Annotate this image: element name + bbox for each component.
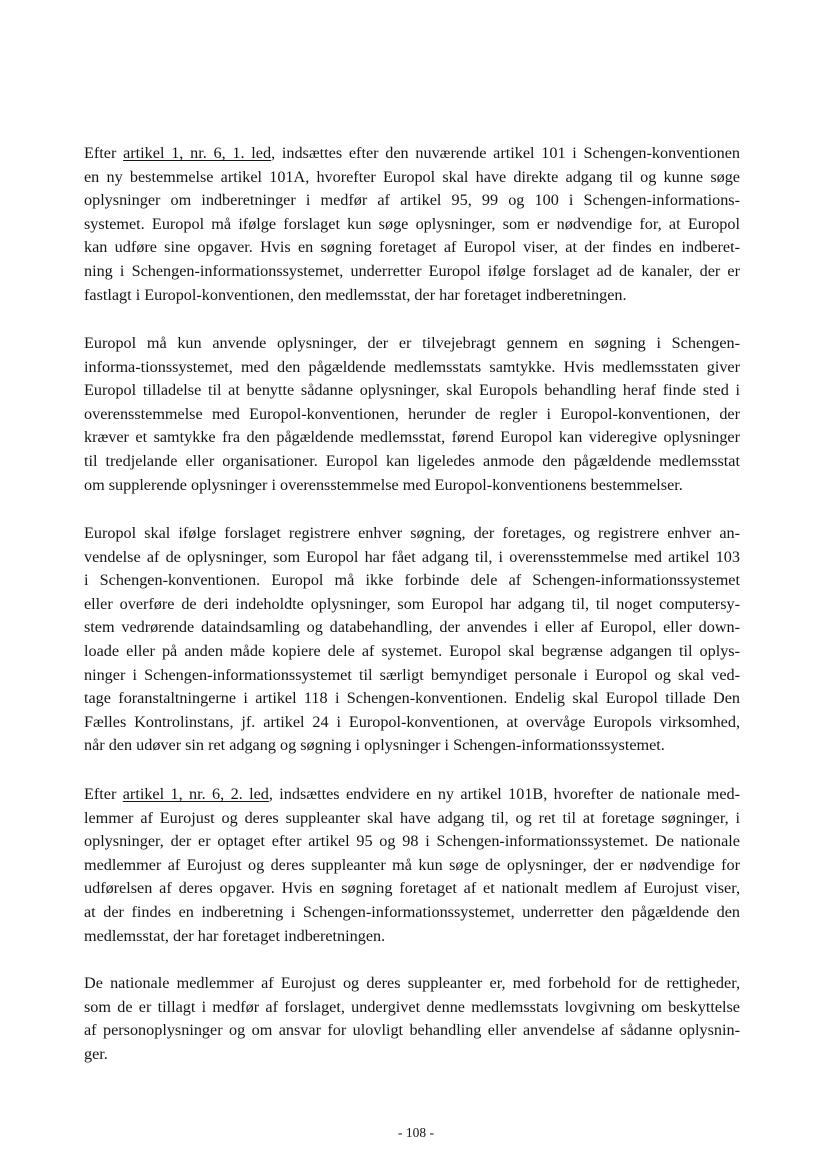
text-segment: , indsættes efter den nuværende artikel 101 i Schengen-konventionen — [271, 144, 740, 162]
text-line — [84, 972, 740, 996]
text-line — [84, 546, 740, 570]
text-line — [84, 522, 740, 546]
text-segment: udførelsen af deres opgaver. Hvis en søgning foretaget af et nationalt medlem af Eurojust viser, — [84, 879, 740, 898]
text-segment: ning i Schengen-informationssystemet, underretter Europol ifølge forslaget ad de kanaler, der er — [84, 261, 740, 280]
text-segment: Europol tilladelse til at benytte sådanne oplysninger, skal Europols behandling heraf finde sted i — [84, 381, 740, 400]
text-segment: at der findes en indberetning i Schengen-informationssystemet, underretter den pågældende den — [84, 902, 740, 921]
paragraph-text — [84, 783, 740, 948]
text-segment: medlemsstat, der har foretaget indberetningen. — [84, 926, 386, 945]
underlined-reference: artikel 1, nr. 6, 1. led — [123, 144, 272, 162]
text-segment: af personoplysninger og om ansvar for ulovligt behandling eller anvendelse af sådanne oplysnin- — [84, 1021, 740, 1040]
text-line — [84, 474, 740, 498]
page-number: - 108 - — [398, 1125, 434, 1140]
paragraph-text — [84, 142, 740, 307]
text-segment: når den udøver sin ret adgang og søgning i oplysninger i Schengen-informationssystemet. — [84, 736, 665, 755]
text-segment: Fælles Kontrolinstans, jf. artikel 24 i Europol-konventionen, at overvåge Europols virksomhed, — [84, 712, 740, 731]
text-segment: loade eller på anden måde kopiere dele af systemet. Europol skal begrænse adgangen til oplys- — [84, 641, 740, 660]
text-segment: ger. — [84, 1044, 108, 1063]
text-segment: medlemmer af Eurojust og deres suppleanter må kun søge de oplysninger, der er nødvendige for — [84, 855, 740, 874]
text-line — [84, 664, 740, 688]
text-line — [84, 236, 740, 260]
text-segment: ninger i Schengen-informationssystemet til særligt bemyndiget personale i Europol og skal ved- — [84, 665, 740, 684]
text-segment: en ny bestemmelse artikel 101A, hvorefter Europol skal have direkte adgang til og kunne søge — [84, 167, 740, 186]
text-segment: De nationale medlemmer af Eurojust og deres suppleanter er, med forbehold for de rettigheder, — [84, 974, 740, 992]
text-line — [84, 213, 740, 237]
paragraph-text — [84, 332, 740, 497]
text-segment: fastlagt i Europol-konventionen, den medlemsstat, der har foretaget indberetningen. — [84, 285, 627, 304]
paragraph-4 — [84, 783, 740, 948]
text-line — [84, 996, 740, 1020]
text-line — [84, 687, 740, 711]
underlined-reference: artikel 1, nr. 6, 2. led — [122, 785, 269, 803]
text-segment: Efter — [84, 785, 123, 803]
text-line — [84, 593, 740, 617]
text-segment: eller overføre de deri indeholdte oplysninger, som Europol har adgang til, til noget computersy- — [84, 594, 740, 613]
text-line — [84, 1043, 740, 1067]
text-line — [84, 877, 740, 901]
text-segment: kræver et samtykke fra den pågældende medlemsstat, førend Europol kan videregive oplysninger — [84, 428, 740, 447]
text-segment: kan udføre sine opgaver. Hvis en søgning foretaget af Europol viser, at der findes en indberet- — [84, 238, 740, 257]
text-line — [84, 925, 740, 949]
text-line — [84, 450, 740, 474]
text-line — [84, 379, 740, 403]
text-line — [84, 284, 740, 308]
text-segment: Europol må kun anvende oplysninger, der er tilvejebragt gennem en søgning i Schengen- — [84, 334, 740, 352]
text-line — [84, 403, 740, 427]
text-line — [84, 711, 740, 735]
text-line — [84, 260, 740, 284]
text-segment: Efter — [84, 144, 124, 162]
text-line — [84, 807, 740, 831]
text-line — [84, 356, 740, 380]
text-segment: overensstemmelse med Europol-konventionen, herunder de regler i Europol-konventionen, der — [84, 404, 740, 423]
paragraph-text — [84, 522, 740, 758]
text-line — [84, 1019, 740, 1043]
text-segment: informa-tionssystemet, med den pågældende medlemsstats samtykke. Hvis medlemsstaten giver — [84, 357, 740, 376]
text-line — [84, 830, 740, 854]
text-line — [84, 901, 740, 925]
text-segment: systemet. Europol må ifølge forslaget kun søge oplysninger, som er nødvendige for, at Europol — [84, 214, 740, 233]
text-segment: Europol skal ifølge forslaget registrere enhver søgning, der foretages, og registrere enhver an- — [84, 524, 740, 542]
text-segment: til tredjelande eller organisationer. Europol kan ligeledes anmode den pågældende medlemsstat — [84, 451, 740, 470]
text-segment: som de er tillagt i medfør af forslaget, undergivet denne medlemsstats lovgivning om beskyttelse — [84, 997, 740, 1016]
paragraph-text — [84, 972, 740, 1066]
text-line — [84, 142, 740, 166]
text-line — [84, 854, 740, 878]
text-segment: , indsættes endvidere en ny artikel 101B, hvorefter de nationale med- — [268, 785, 741, 803]
paragraph-1 — [84, 142, 740, 307]
text-segment: i Schengen-konventionen. Europol må ikke forbinde dele af Schengen-informationssystemet — [84, 571, 740, 590]
paragraph-2 — [84, 332, 740, 497]
text-line — [84, 189, 740, 213]
text-segment: om supplerende oplysninger i overensstemmelse med Europol-konventionens bestemmelser. — [84, 475, 683, 494]
text-line — [84, 569, 740, 593]
paragraph-5 — [84, 972, 740, 1066]
paragraph-3 — [84, 522, 740, 758]
text-segment: oplysninger om indberetninger i medfør af artikel 95, 99 og 100 i Schengen-informations- — [84, 191, 740, 210]
text-segment: lemmer af Eurojust og deres suppleanter skal have adgang til, og ret til at foretage søgninger, i — [84, 808, 740, 827]
text-line — [84, 332, 740, 356]
text-line — [84, 640, 740, 664]
text-segment: stem vedrørende dataindsamling og databehandling, der anvendes i eller af Europol, eller down- — [84, 618, 740, 637]
text-segment: tage foranstaltningerne i artikel 118 i Schengen-konventionen. Endelig skal Europol tillade Den — [84, 689, 740, 708]
text-line — [84, 783, 740, 807]
text-segment: vendelse af de oplysninger, som Europol har fået adgang til, i overensstemmelse med artikel 103 — [84, 547, 740, 566]
text-line — [84, 734, 740, 758]
text-line — [84, 166, 740, 190]
text-segment: oplysninger, der er optaget efter artikel 95 og 98 i Schengen-informationssystemet. De nationale — [84, 832, 740, 851]
text-line — [84, 426, 740, 450]
text-line — [84, 616, 740, 640]
